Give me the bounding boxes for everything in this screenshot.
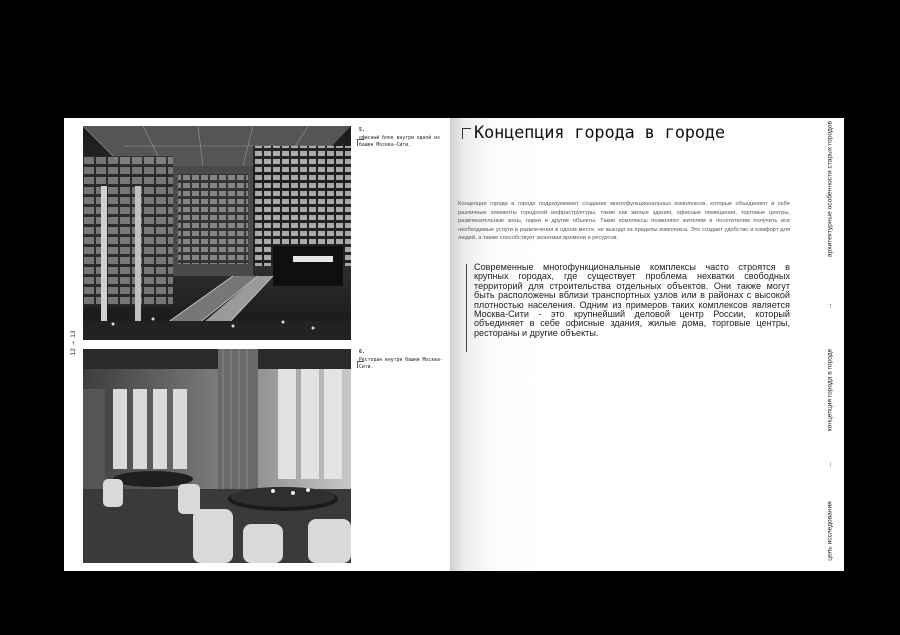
page-number-left: 12 (69, 347, 77, 356)
title-corner-mark (462, 128, 471, 139)
arrow-left-icon: ← (826, 460, 834, 468)
caption-number: 6. (359, 350, 365, 355)
side-nav-item-old-cities[interactable] (820, 122, 840, 256)
right-page (450, 118, 844, 571)
page-title: Концепция города в городе (474, 123, 725, 143)
arrow-right-icon: → (826, 302, 834, 310)
side-nav-item-research-goal[interactable] (820, 496, 840, 566)
pull-quote: Современные многофункциональные комплексы часто строятся в крупных городах, где существует проблема нехватки свободных территорий для строительства отдельных объектов. Они также могут быть расположены вблизи транспортных узлов или в районах с высокой плотностью населения. Одним из примеров таких комплексов является Москва-Сити - это крупнейший деловой центр России, который объединяет в себе офисные здания, жилые дома, торговые центры, рестораны и другие объекты. (474, 262, 790, 338)
left-page (64, 118, 450, 571)
side-navigation (820, 118, 840, 571)
side-nav-label: концепция города в городе (826, 348, 834, 432)
page-numbers (66, 318, 80, 368)
caption-text: Ресторан внутри башни Москва-Сити. (359, 358, 443, 370)
quote-bar (466, 264, 467, 352)
caption-number: 5. (359, 128, 365, 133)
body-paragraph: Концепция города в городе подразумевает создание многофункциональных комплексов, которые объединяют в себе различные элементы городской инфраструктуры, такие как жилые здания, офисные помещения, торговые центры, развлекательные зоны, парки и другие объекты. Такие комплексы позволяют жителям и посетителям получить все необходимые услуги и развлечения в одном месте, не выходя за пределы комплекса. Это создает удобство и комфорт для людей, а также способствует экономии времени и ресурсов. (458, 201, 790, 242)
page-number-right: 13 (69, 330, 77, 339)
side-nav-label: цель исследования (826, 501, 834, 561)
side-nav-item-city-in-city[interactable] (820, 340, 840, 440)
caption-photo-5 (359, 128, 445, 149)
caption-text: офисный блок внутри одной из башен Москва-Сити. (359, 136, 440, 148)
office-atrium-photo (83, 126, 351, 340)
restaurant-photo (83, 349, 351, 563)
caption-photo-6 (359, 350, 445, 371)
magazine-spread (64, 118, 844, 571)
side-nav-label: архитектурные особенности старых городов (826, 120, 834, 258)
arrow-right-icon: → (69, 341, 77, 345)
